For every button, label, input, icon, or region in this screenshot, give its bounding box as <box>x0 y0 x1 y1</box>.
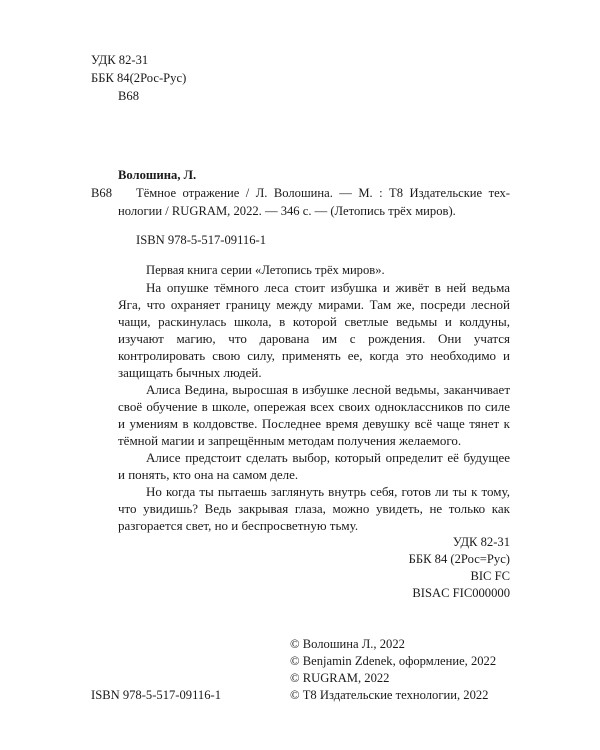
classification-bisac: BISAC FIC000000 <box>412 586 510 600</box>
annotation-paragraph-2: Алиса Ведина, выросшая в избушке лесной ведьмы, заканчивает своё обучение в школе, опережая всех своих одноклассников по силе и умениям в колдовстве. Последнее время девушку всё чаще тянет к тёмной магии и запрещённым методам получения желаемого. <box>118 382 510 448</box>
annotation-paragraph-1: На опушке тёмного леса стоит избушка и живёт в ней ведьма Яга, что охраняет границу между мирами. Там же, посреди лесной чащи, раскинулась школа, в которой светлые ведьмы и колдуны, изучают магию, что дарована им с рождения. Они учатся контролировать свою силу, применять ее, когда это необходимо и защищать бычных людей. <box>118 280 510 380</box>
classification-udk: УДК 82-31 <box>452 535 510 549</box>
bib-description-line-1: Тёмное отражение / Л. Волошина. — М. : Т8 Издательские тех- <box>136 186 510 200</box>
annotation-paragraph-3: Алисе предстоит сделать выбор, который определит её будущее и понять, кто она на самом деле. <box>118 450 510 482</box>
footer-isbn: ISBN 978-5-517-09116-1 <box>91 688 222 702</box>
copyright-line: © RUGRAM, 2022 <box>290 671 390 685</box>
annotation-body <box>118 279 510 534</box>
top-author-mark: В68 <box>118 89 139 103</box>
top-udk-code: УДК 82-31 <box>91 53 149 67</box>
annotation-paragraph-4: Но когда ты пытаешь заглянуть внутрь себя, готов ли ты к тому, что увидишь? Ведь закрывая глаза, можно увидеть, не только как разгорается свет, но и беспросветную тьму. <box>118 484 510 533</box>
bib-author-mark: В68 <box>91 186 112 200</box>
bib-author: Волошина, Л. <box>118 168 197 182</box>
classification-bic: BIC FC <box>470 569 510 583</box>
bib-isbn: ISBN 978-5-517-09116-1 <box>136 233 267 247</box>
top-bbk-code: ББК 84(2Рос-Рус) <box>91 71 187 85</box>
copyright-line: © Benjamin Zdenek, оформление, 2022 <box>290 654 497 668</box>
bib-description-line-2: нологии / RUGRAM, 2022. — 346 с. — (Летопись трёх миров). <box>118 204 456 218</box>
classification-bbk: ББК 84 (2Рос=Рус) <box>408 552 510 566</box>
copyright-line: © Т8 Издательские технологии, 2022 <box>290 688 489 702</box>
copyright-line: © Волошина Л., 2022 <box>290 637 405 651</box>
annotation-intro: Первая книга серии «Летопись трёх миров». <box>146 263 385 277</box>
